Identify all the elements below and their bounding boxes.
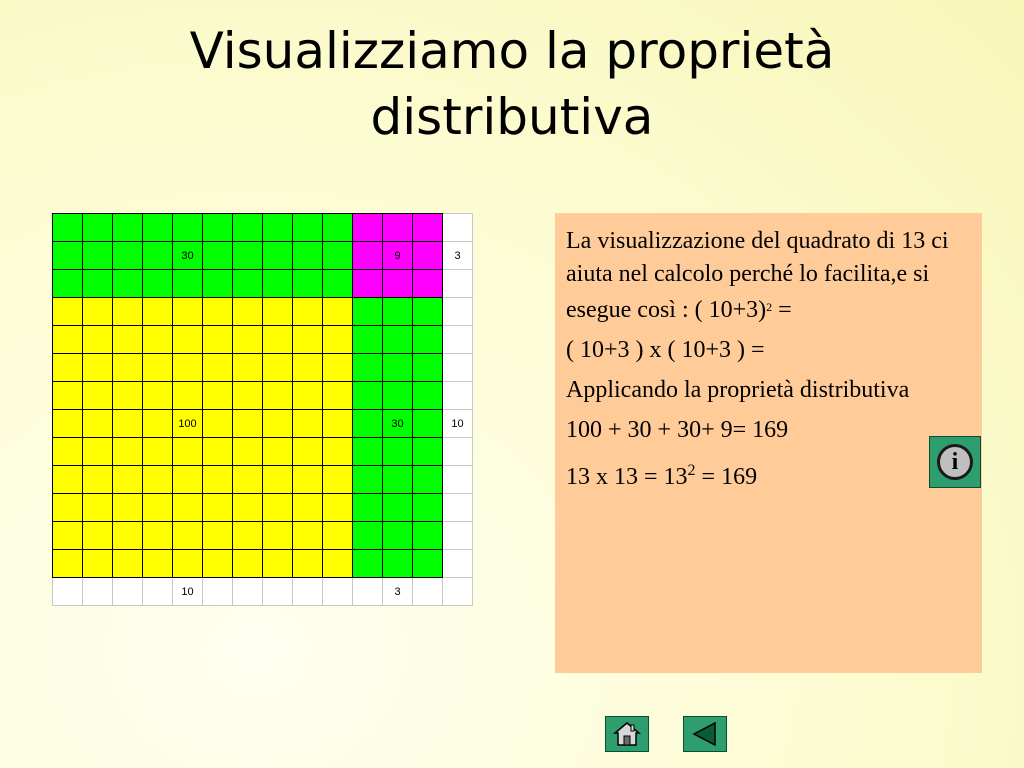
grid-cell-100 [113,298,143,326]
grid-label-cell [83,578,113,606]
grid-cell-30-top [233,270,263,298]
explanation-paragraph-2: ( 10+3 ) x ( 10+3 ) = [566,337,765,363]
grid-cell-30-side [383,298,413,326]
grid-cell-30-top [143,214,173,242]
grid-row [53,382,473,410]
grid-cell-30-top [233,242,263,270]
grid-cell-100 [173,354,203,382]
grid-cell-100 [143,410,173,438]
grid-cell-100 [203,354,233,382]
explanation-paragraph-1: La visualizzazione del quadrato di 13 ci aiuta nel calcolo perché lo facilita,e si esegue così : ( 10+3)$^2$ = [566,228,949,323]
grid-cell-30-side [383,550,413,578]
grid-cell-100 [113,410,143,438]
grid-cell-100 [233,326,263,354]
grid-cell-100 [173,522,203,550]
grid-cell-100 [263,298,293,326]
grid-cell-100 [143,522,173,550]
grid-cell-100 [173,550,203,578]
grid-cell-100 [173,326,203,354]
grid-label-30-side: 30 [383,410,413,438]
grid-cell-100 [83,382,113,410]
grid-label-10-bottom: 10 [173,578,203,606]
grid-cell-30-top [173,214,203,242]
grid-cell-100 [53,354,83,382]
grid-cell-30-top [53,270,83,298]
grid-row [53,494,473,522]
grid-label-cell [413,578,443,606]
grid-label-cell [443,270,473,298]
grid-cell-100 [173,466,203,494]
grid-cell-30-side [413,382,443,410]
grid-cell-30-top [203,242,233,270]
grid-cell-100 [173,438,203,466]
grid-label-cell [323,578,353,606]
grid-cell-100 [83,550,113,578]
grid-cell-30-top [113,270,143,298]
grid-row [53,438,473,466]
grid-cell-30-top [293,214,323,242]
grid-cell-100 [203,522,233,550]
grid-row [53,214,473,242]
grid-cell-30-top [323,214,353,242]
grid-cell-30-side [383,354,413,382]
grid-cell-100 [233,382,263,410]
grid-cell-30-side [413,466,443,494]
grid-cell-100 [233,438,263,466]
grid-cell-100 [113,522,143,550]
grid-cell-100 [323,382,353,410]
grid-cell-9 [383,270,413,298]
grid-cell-30-top [173,270,203,298]
page-title [0,18,1024,150]
grid-cell-100 [233,550,263,578]
grid-cell-30-top [323,242,353,270]
grid-cell-100 [263,438,293,466]
grid-cell-30-side [383,494,413,522]
grid-cell-100 [323,354,353,382]
grid-cell-30-side [353,494,383,522]
grid-cell-100 [203,326,233,354]
grid-label-3-bottom: 3 [383,578,413,606]
grid-cell-9 [353,270,383,298]
grid-cell-30-top [293,270,323,298]
grid-cell-30-top [293,242,323,270]
grid-cell-30-side [353,326,383,354]
grid-cell-100 [113,466,143,494]
back-button[interactable] [683,716,727,752]
multiplication-grid [52,213,473,606]
grid-cell-100 [203,382,233,410]
grid-cell-100 [53,466,83,494]
grid-cell-30-side [413,494,443,522]
grid-cell-100 [53,494,83,522]
grid-cell-100 [293,438,323,466]
grid-cell-30-side [353,466,383,494]
grid-cell-100 [323,326,353,354]
grid-cell-100 [263,410,293,438]
grid-cell-30-top [203,270,233,298]
grid-cell-100 [143,494,173,522]
grid-label-cell [353,578,383,606]
explanation-paragraph-4: 100 + 30 + 30+ 9= 169 [566,417,789,443]
grid-cell-30-top [113,242,143,270]
home-button[interactable] [605,716,649,752]
grid-label-3-side: 3 [443,242,473,270]
grid-cell-100 [203,494,233,522]
grid-cell-9 [413,270,443,298]
grid-cell-100 [293,354,323,382]
grid-cell-30-side [413,326,443,354]
grid-cell-100 [53,438,83,466]
grid-label-cell [443,354,473,382]
grid-cell-100 [293,298,323,326]
grid-cell-30-side [383,466,413,494]
grid-cell-30-top [83,270,113,298]
grid-cell-30-side [353,382,383,410]
grid-cell-30-side [413,298,443,326]
grid-label-cell [443,438,473,466]
grid-cell-100 [53,298,83,326]
grid-cell-30-side [383,326,413,354]
grid-cell-30-side [353,410,383,438]
grid-row [53,466,473,494]
grid-label-cell [293,578,323,606]
grid-cell-100 [173,298,203,326]
grid-cell-100 [203,438,233,466]
grid-cell-100 [293,522,323,550]
grid-cell-100 [233,466,263,494]
grid-cell-100 [293,326,323,354]
grid-row [53,578,473,606]
explanation-box [555,213,982,673]
grid-cell-100 [233,522,263,550]
grid-label-cell [233,578,263,606]
grid-cell-100 [203,298,233,326]
grid-label-cell [263,578,293,606]
grid-label-9: 9 [383,242,413,270]
grid-cell-30-side [353,438,383,466]
grid-cell-30-side [353,522,383,550]
grid-cell-100 [203,550,233,578]
grid-cell-100 [53,550,83,578]
grid-cell-100 [323,410,353,438]
grid-cell-30-side [353,354,383,382]
grid-cell-100 [293,382,323,410]
grid-row [53,242,473,270]
grid-cell-30-side [353,298,383,326]
grid-cell-100 [143,382,173,410]
grid-cell-100 [263,354,293,382]
grid-label-cell [443,550,473,578]
grid-cell-30-side [383,522,413,550]
info-icon: i [937,444,973,480]
grid-cell-100 [293,410,323,438]
grid-cell-100 [323,494,353,522]
grid-cell-30-top [323,270,353,298]
grid-cell-30-top [263,242,293,270]
grid-cell-30-top [203,214,233,242]
grid-cell-30-side [413,550,443,578]
grid-cell-9 [413,214,443,242]
grid-label-cell [203,578,233,606]
grid-cell-100 [113,494,143,522]
grid-cell-100 [113,382,143,410]
grid-cell-100 [113,326,143,354]
grid-label-cell [443,522,473,550]
explanation-paragraph-3: Applicando la proprietà distributiva [566,377,910,403]
grid-label-cell [443,326,473,354]
grid-cell-100 [203,466,233,494]
grid-cell-30-side [383,438,413,466]
grid-cell-9 [353,214,383,242]
grid-cell-100 [233,354,263,382]
grid-row [53,298,473,326]
grid-cell-100 [263,466,293,494]
grid-cell-30-top [113,214,143,242]
grid-cell-30-side [413,522,443,550]
grid-cell-100 [293,466,323,494]
grid-cell-100 [83,522,113,550]
back-arrow-icon [690,720,720,748]
grid-cell-100 [143,466,173,494]
grid-cell-30-top [263,270,293,298]
grid-cell-30-top [143,242,173,270]
grid-cell-100 [263,382,293,410]
grid-cell-100 [173,382,203,410]
grid-cell-100 [53,382,83,410]
info-button[interactable] [929,436,981,488]
grid-cell-30-top [53,242,83,270]
page-title-line-2: distributiva [370,88,654,146]
grid-label-10-side: 10 [443,410,473,438]
grid-cell-100 [233,494,263,522]
grid-cell-100 [83,410,113,438]
grid-cell-30-side [383,382,413,410]
grid-cell-100 [293,494,323,522]
grid-cell-100 [203,410,233,438]
grid-cell-100 [263,494,293,522]
grid-cell-9 [383,214,413,242]
grid-cell-100 [323,522,353,550]
grid-label-30-top: 30 [173,242,203,270]
grid-cell-100 [143,298,173,326]
grid-label-cell [113,578,143,606]
grid-cell-100 [83,438,113,466]
grid-row [53,326,473,354]
grid-cell-100 [233,298,263,326]
grid-cell-30-side [353,550,383,578]
grid-row [53,270,473,298]
grid-cell-100 [263,326,293,354]
grid-cell-30-side [413,438,443,466]
grid-cell-30-top [53,214,83,242]
grid-cell-30-side [413,410,443,438]
grid-cell-100 [113,354,143,382]
grid-cell-100 [53,410,83,438]
grid-cell-100 [83,298,113,326]
grid-cell-100 [113,550,143,578]
grid-row [53,410,473,438]
grid-label-cell [443,494,473,522]
grid-cell-100 [233,410,263,438]
grid-cell-100 [323,438,353,466]
grid-cell-100 [83,494,113,522]
grid-cell-100 [143,354,173,382]
grid-cell-100 [83,326,113,354]
grid-label-cell [443,298,473,326]
grid-cell-100 [263,522,293,550]
grid-label-cell [143,578,173,606]
grid-cell-100 [323,466,353,494]
grid-cell-100 [53,522,83,550]
grid-cell-30-top [83,242,113,270]
grid-row [53,522,473,550]
grid-cell-100 [173,494,203,522]
grid-cell-100 [83,354,113,382]
home-icon [612,720,642,748]
grid-cell-100 [143,550,173,578]
grid-row [53,550,473,578]
grid-cell-100 [113,438,143,466]
grid-cell-30-top [233,214,263,242]
grid-cell-100 [53,326,83,354]
grid-label-cell [443,382,473,410]
grid-cell-30-side [413,354,443,382]
grid-cell-100 [263,550,293,578]
grid-label-cell [443,578,473,606]
grid-cell-100 [83,466,113,494]
grid-row [53,354,473,382]
grid-cell-100 [323,550,353,578]
grid-label-100: 100 [173,410,203,438]
grid-cell-30-top [83,214,113,242]
grid-cell-30-top [143,270,173,298]
grid-cell-100 [293,550,323,578]
grid-cell-9 [353,242,383,270]
grid-label-cell [443,214,473,242]
grid-label-cell [53,578,83,606]
page-title-line-1: Visualizziamo la proprietà [189,22,835,80]
grid-cell-100 [143,438,173,466]
grid-cell-100 [323,298,353,326]
explanation-paragraph-5: 13 x $13 = 13^2 = 169$ [566,462,758,490]
grid-cell-100 [143,326,173,354]
grid-cell-9 [413,242,443,270]
grid-cell-30-top [263,214,293,242]
grid-label-cell [443,466,473,494]
